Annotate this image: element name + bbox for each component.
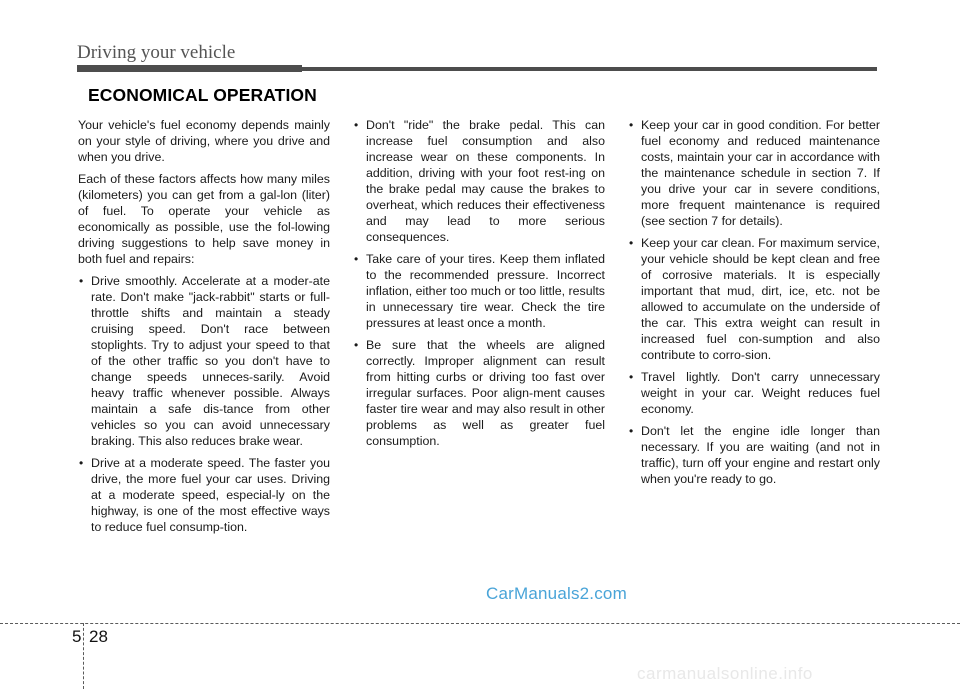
header-bar-dark xyxy=(77,65,302,72)
column-3 xyxy=(628,117,880,493)
tip-car-clean: • Keep your car clean. For maximum service, your vehicle should be kept clean and free of corrosive materials. It is especially important that mud, dirt, ice, etc. not be allowed to accumulate on the underside of the car. This extra weight can result in increased fuel con-sumption and also contribute to corro-sion. xyxy=(628,235,880,363)
watermark-link[interactable]: CarManuals2.com xyxy=(486,584,627,603)
tip-brake-pedal: • Don't "ride" the brake pedal. This can increase fuel consumption and also increase wear on these components. In addition, driving with your foot rest-ing on the brake pedal may cause the brakes to overheat, which reduces their effectiveness and may lead to more serious consequences. xyxy=(353,117,605,245)
tip-travel-lightly: • Travel lightly. Don't carry unnecessary weight in your car. Weight reduces fuel economy. xyxy=(628,369,880,417)
tips-list-2 xyxy=(353,117,605,449)
tip-engine-idle: • Don't let the engine idle longer than necessary. If you are waiting (and not in traffic), turn off your engine and restart only when you're ready to go. xyxy=(628,423,880,487)
factors-paragraph: Each of these factors affects how many miles (kilometers) you can get from a gal-lon (liter) of fuel. To operate your vehicle as economically as possible, use the fol-lowing driving suggestions to help save money in both fuel and repairs: xyxy=(78,172,330,266)
tip-tires: • Take care of your tires. Keep them inflated to the recommended pressure. Incorrect inflation, either too much or too little, results in unnecessary tire wear. Check the tire pressures at least once a month. xyxy=(353,251,605,331)
chapter-number: 5 xyxy=(72,627,82,646)
tips-list-3 xyxy=(628,117,880,487)
footer-vertical-divider xyxy=(83,623,84,689)
column-2 xyxy=(353,117,605,455)
header-rule xyxy=(302,67,877,71)
section-header: Driving your vehicle xyxy=(77,42,236,63)
column-1 xyxy=(78,117,330,541)
intro-paragraph: Your vehicle's fuel economy depends mainly on your style of driving, where you drive and when you drive. xyxy=(78,118,330,164)
tip-good-condition: • Keep your car in good condition. For better fuel economy and reduced maintenance costs, maintain your car in accordance with the maintenance schedule in section 7. If you drive your car in severe conditions, more frequent maintenance is required (see section 7 for details). xyxy=(628,117,880,229)
footer-divider xyxy=(0,623,960,624)
page-number: 28 xyxy=(89,627,108,646)
tip-wheel-alignment: • Be sure that the wheels are aligned correctly. Improper alignment can result from hitting curbs or driving too fast over irregular surfaces. Poor align-ment causes faster tire wear and may also result in other problems as well as greater fuel consumption. xyxy=(353,337,605,449)
footer-watermark: carmanualsonline.info xyxy=(637,664,813,683)
page-title: ECONOMICAL OPERATION xyxy=(88,85,317,105)
tip-drive-smoothly: • Drive smoothly. Accelerate at a moder-ate rate. Don't make "jack-rabbit" starts or full-throttle shifts and maintain a steady cruising speed. Don't race between stoplights. Try to adjust your speed to that of the other traffic so you don't have to change speeds unneces-sarily. Avoid heavy traffic whenever possible. Always maintain a safe dis-tance from other vehicles so you can avoid unnecessary braking. This also reduces brake wear. xyxy=(78,273,330,449)
tip-moderate-speed: • Drive at a moderate speed. The faster you drive, the more fuel your car uses. Driving at a moderate speed, especial-ly on the highway, is one of the most effective ways to reduce fuel consump-tion. xyxy=(78,455,330,535)
tips-list-1 xyxy=(78,273,330,535)
